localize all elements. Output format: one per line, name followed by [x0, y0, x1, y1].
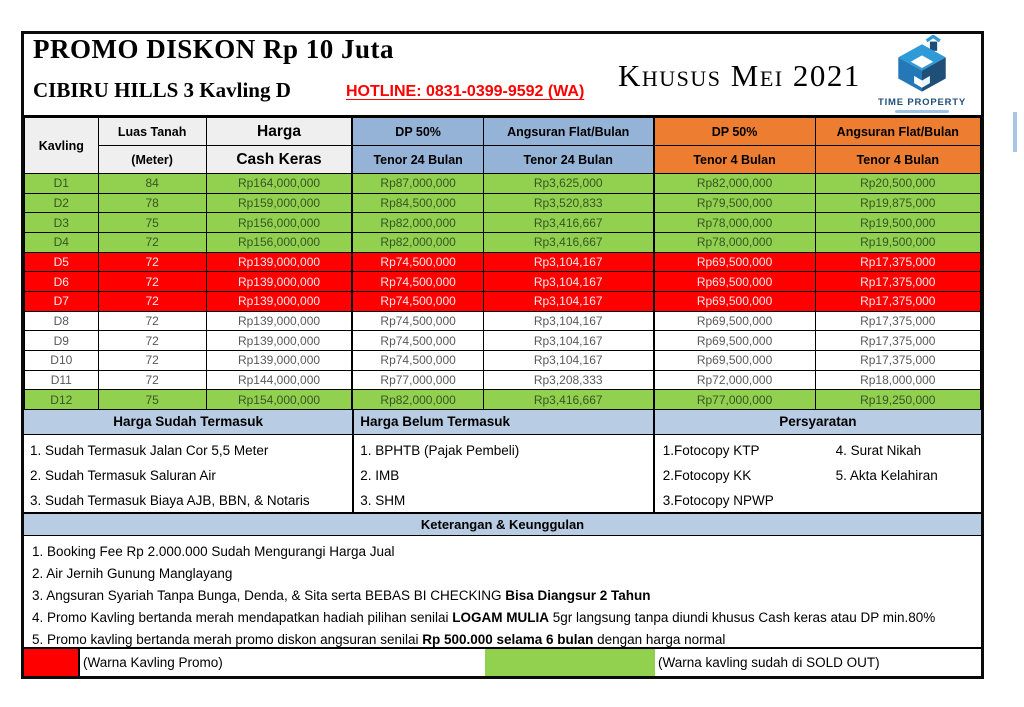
- list-item: 3.Fotocopy NPWP: [662, 492, 774, 508]
- title-block: [24, 34, 981, 117]
- cell-dp4: Rp69,500,000: [654, 350, 816, 370]
- cell-luas: 72: [98, 232, 206, 252]
- table-row-D1: [25, 174, 981, 194]
- cell-dp4: Rp78,000,000: [654, 232, 816, 252]
- table-row-D5: [25, 252, 981, 272]
- page-title: PROMO DISKON Rp 10 Juta: [33, 34, 395, 64]
- table-header: [25, 118, 981, 174]
- col-subheader-tenor4-a: Tenor 4 Bulan: [654, 146, 816, 174]
- list-item: 1. Sudah Termasuk Jalan Cor 5,5 Meter: [30, 442, 269, 458]
- table-row-D11: [25, 370, 981, 390]
- cell-dp4: Rp72,000,000: [654, 370, 816, 390]
- cell-angsuran4: Rp19,500,000: [815, 232, 980, 252]
- requirements-col2: [828, 438, 981, 512]
- col-header-dp50-24: DP 50%: [352, 118, 483, 146]
- notes-list: [24, 536, 981, 647]
- cell-angsuran4: Rp17,375,000: [815, 331, 980, 351]
- cell-dp4: Rp69,500,000: [654, 252, 816, 272]
- cell-kavling: D11: [25, 370, 99, 390]
- col-subheader-tenor4-b: Tenor 4 Bulan: [815, 146, 980, 174]
- info-section-body: [24, 435, 981, 514]
- cell-harga: Rp139,000,000: [206, 291, 352, 311]
- cell-angsuran24: Rp3,416,667: [483, 232, 653, 252]
- cell-luas: 84: [98, 174, 206, 194]
- cell-harga: Rp154,000,000: [206, 390, 352, 410]
- promo-period: Khusus Mei 2021: [618, 58, 861, 93]
- table-row-D7: [25, 291, 981, 311]
- cell-luas: 72: [98, 311, 206, 331]
- cell-angsuran24: Rp3,208,333: [483, 370, 653, 390]
- list-item: 3. SHM: [360, 492, 406, 508]
- note-item: 4. Promo Kavling bertanda merah mendapatkan hadiah pilihan senilai LOGAM MULIA 5gr langsung tanpa diundi khusus Cash keras atau DP min.80%: [32, 609, 936, 625]
- col-subheader-meter: (Meter): [98, 146, 206, 174]
- project-subtitle: CIBIRU HILLS 3 Kavling D: [33, 78, 291, 102]
- color-legend: [24, 647, 981, 676]
- col-header-luas-tanah: Luas Tanah: [98, 118, 206, 146]
- cell-angsuran24: Rp3,104,167: [483, 272, 653, 292]
- time-property-logo-icon: [889, 35, 955, 93]
- note-item: 2. Air Jernih Gunung Manglayang: [32, 565, 233, 581]
- cell-angsuran4: Rp17,375,000: [815, 272, 980, 292]
- cell-kavling: D1: [25, 174, 99, 194]
- cell-dp24: Rp74,500,000: [352, 311, 483, 331]
- table-row-D8: [25, 311, 981, 331]
- cell-harga: Rp139,000,000: [206, 311, 352, 331]
- cell-angsuran4: Rp19,875,000: [815, 193, 980, 213]
- note-item: 3. Angsuran Syariah Tanpa Bunga, Denda, & Sita serta BEBAS BI CHECKING Bisa Diangsur 2 Tahun: [32, 587, 651, 603]
- cell-angsuran4: Rp17,375,000: [815, 252, 980, 272]
- cell-dp24: Rp77,000,000: [352, 370, 483, 390]
- cell-kavling: D2: [25, 193, 99, 213]
- cell-dp24: Rp87,000,000: [352, 174, 483, 194]
- requirements-col1: [655, 438, 828, 512]
- cell-angsuran4: Rp19,250,000: [815, 390, 980, 410]
- cell-dp24: Rp82,000,000: [352, 232, 483, 252]
- cell-dp4: Rp82,000,000: [654, 174, 816, 194]
- requirements-header: Persyaratan: [653, 410, 981, 434]
- table-row-D2: [25, 193, 981, 213]
- excluded-header: Harga Belum Termasuk: [352, 410, 652, 434]
- cell-dp4: Rp77,000,000: [654, 390, 816, 410]
- cell-luas: 75: [98, 213, 206, 233]
- cell-angsuran4: Rp17,375,000: [815, 291, 980, 311]
- list-item: 5. Akta Kelahiran: [835, 467, 938, 483]
- info-section-headers: [24, 410, 981, 435]
- sold-swatch: [485, 649, 655, 676]
- cell-dp24: Rp74,500,000: [352, 252, 483, 272]
- cell-harga: Rp159,000,000: [206, 193, 352, 213]
- cell-dp4: Rp78,000,000: [654, 213, 816, 233]
- cell-harga: Rp139,000,000: [206, 331, 352, 351]
- cell-kavling: D3: [25, 213, 99, 233]
- promo-swatch: [24, 649, 80, 676]
- cell-dp24: Rp74,500,000: [352, 291, 483, 311]
- cell-angsuran24: Rp3,416,667: [483, 213, 653, 233]
- col-header-harga: Harga: [206, 118, 352, 146]
- excluded-list: [352, 435, 652, 512]
- cell-harga: Rp139,000,000: [206, 272, 352, 292]
- cell-dp24: Rp74,500,000: [352, 272, 483, 292]
- cell-kavling: D4: [25, 232, 99, 252]
- included-header: Harga Sudah Termasuk: [24, 410, 352, 434]
- col-subheader-tenor24-a: Tenor 24 Bulan: [352, 146, 483, 174]
- cell-dp4: Rp79,500,000: [654, 193, 816, 213]
- cell-kavling: D5: [25, 252, 99, 272]
- cell-dp24: Rp84,500,000: [352, 193, 483, 213]
- cell-angsuran24: Rp3,104,167: [483, 350, 653, 370]
- cell-angsuran24: Rp3,104,167: [483, 291, 653, 311]
- cell-luas: 72: [98, 370, 206, 390]
- cell-harga: Rp156,000,000: [206, 213, 352, 233]
- cell-luas: 72: [98, 331, 206, 351]
- table-row-D4: [25, 232, 981, 252]
- cell-dp4: Rp69,500,000: [654, 311, 816, 331]
- list-item: 1. BPHTB (Pajak Pembeli): [360, 442, 520, 458]
- cell-angsuran4: Rp19,500,000: [815, 213, 980, 233]
- cell-dp4: Rp69,500,000: [654, 291, 816, 311]
- cell-luas: 72: [98, 272, 206, 292]
- cell-kavling: D10: [25, 350, 99, 370]
- cell-dp4: Rp69,500,000: [654, 272, 816, 292]
- col-header-dp50-4: DP 50%: [654, 118, 816, 146]
- list-item: 1.Fotocopy KTP: [662, 442, 760, 458]
- company-logo: [876, 35, 968, 113]
- col-subheader-cash-keras: Cash Keras: [206, 146, 352, 174]
- cell-angsuran24: Rp3,104,167: [483, 331, 653, 351]
- list-item: 2. Sudah Termasuk Saluran Air: [30, 467, 216, 483]
- cell-angsuran4: Rp20,500,000: [815, 174, 980, 194]
- promo-flyer: [21, 31, 984, 679]
- cell-angsuran4: Rp17,375,000: [815, 350, 980, 370]
- cell-luas: 72: [98, 291, 206, 311]
- cell-kavling: D6: [25, 272, 99, 292]
- requirements-list: [653, 435, 981, 512]
- note-item: 1. Booking Fee Rp 2.000.000 Sudah Mengurangi Harga Jual: [32, 543, 395, 559]
- cell-harga: Rp156,000,000: [206, 232, 352, 252]
- cell-harga: Rp164,000,000: [206, 174, 352, 194]
- col-header-angsuran-24: Angsuran Flat/Bulan: [483, 118, 653, 146]
- hotline-text: HOTLINE: 0831-0399-9592 (WA): [346, 83, 585, 100]
- cell-angsuran4: Rp17,375,000: [815, 311, 980, 331]
- list-item: 2.Fotocopy KK: [662, 467, 752, 483]
- promo-legend-label: (Warna Kavling Promo): [83, 654, 223, 670]
- table-row-D9: [25, 331, 981, 351]
- cell-harga: Rp139,000,000: [206, 350, 352, 370]
- table-row-D3: [25, 213, 981, 233]
- note-item: 5. Promo kavling bertanda merah promo diskon angsuran senilai Rp 500.000 selama 6 bulan dengan harga normal: [32, 631, 726, 647]
- list-item: 3. Sudah Termasuk Biaya AJB, BBN, & Notaris: [30, 492, 310, 508]
- col-header-angsuran-4: Angsuran Flat/Bulan: [815, 118, 980, 146]
- col-header-kavling: Kavling: [25, 118, 99, 174]
- sold-legend-label: (Warna kavling sudah di SOLD OUT): [658, 654, 880, 670]
- list-item: 4. Surat Nikah: [835, 442, 922, 458]
- cell-angsuran24: Rp3,104,167: [483, 311, 653, 331]
- cell-kavling: D9: [25, 331, 99, 351]
- cell-angsuran4: Rp18,000,000: [815, 370, 980, 390]
- logo-name: TIME PROPERTY: [878, 97, 966, 108]
- kavling-price-table: [24, 117, 981, 410]
- included-list: [24, 435, 352, 512]
- cell-harga: Rp144,000,000: [206, 370, 352, 390]
- cell-dp24: Rp82,000,000: [352, 213, 483, 233]
- notes-header: Keterangan & Keunggulan: [24, 514, 981, 536]
- table-row-D10: [25, 350, 981, 370]
- cell-angsuran24: Rp3,104,167: [483, 252, 653, 272]
- cell-kavling: D7: [25, 291, 99, 311]
- cell-angsuran24: Rp3,625,000: [483, 174, 653, 194]
- cell-dp4: Rp69,500,000: [654, 331, 816, 351]
- cell-luas: 75: [98, 390, 206, 410]
- kavling-table-body: [25, 174, 981, 410]
- cell-angsuran24: Rp3,416,667: [483, 390, 653, 410]
- list-item: 2. IMB: [360, 467, 400, 483]
- cell-dp24: Rp74,500,000: [352, 331, 483, 351]
- cell-dp24: Rp82,000,000: [352, 390, 483, 410]
- cell-kavling: D12: [25, 390, 99, 410]
- cell-dp24: Rp74,500,000: [352, 350, 483, 370]
- table-row-D6: [25, 272, 981, 292]
- col-subheader-tenor24-b: Tenor 24 Bulan: [483, 146, 653, 174]
- table-row-D12: [25, 390, 981, 410]
- cell-harga: Rp139,000,000: [206, 252, 352, 272]
- cell-luas: 78: [98, 193, 206, 213]
- cell-luas: 72: [98, 350, 206, 370]
- logo-tagline-mark: [895, 110, 949, 113]
- screen-edge-artifact: [1013, 112, 1017, 152]
- cell-angsuran24: Rp3,520,833: [483, 193, 653, 213]
- cell-luas: 72: [98, 252, 206, 272]
- cell-kavling: D8: [25, 311, 99, 331]
